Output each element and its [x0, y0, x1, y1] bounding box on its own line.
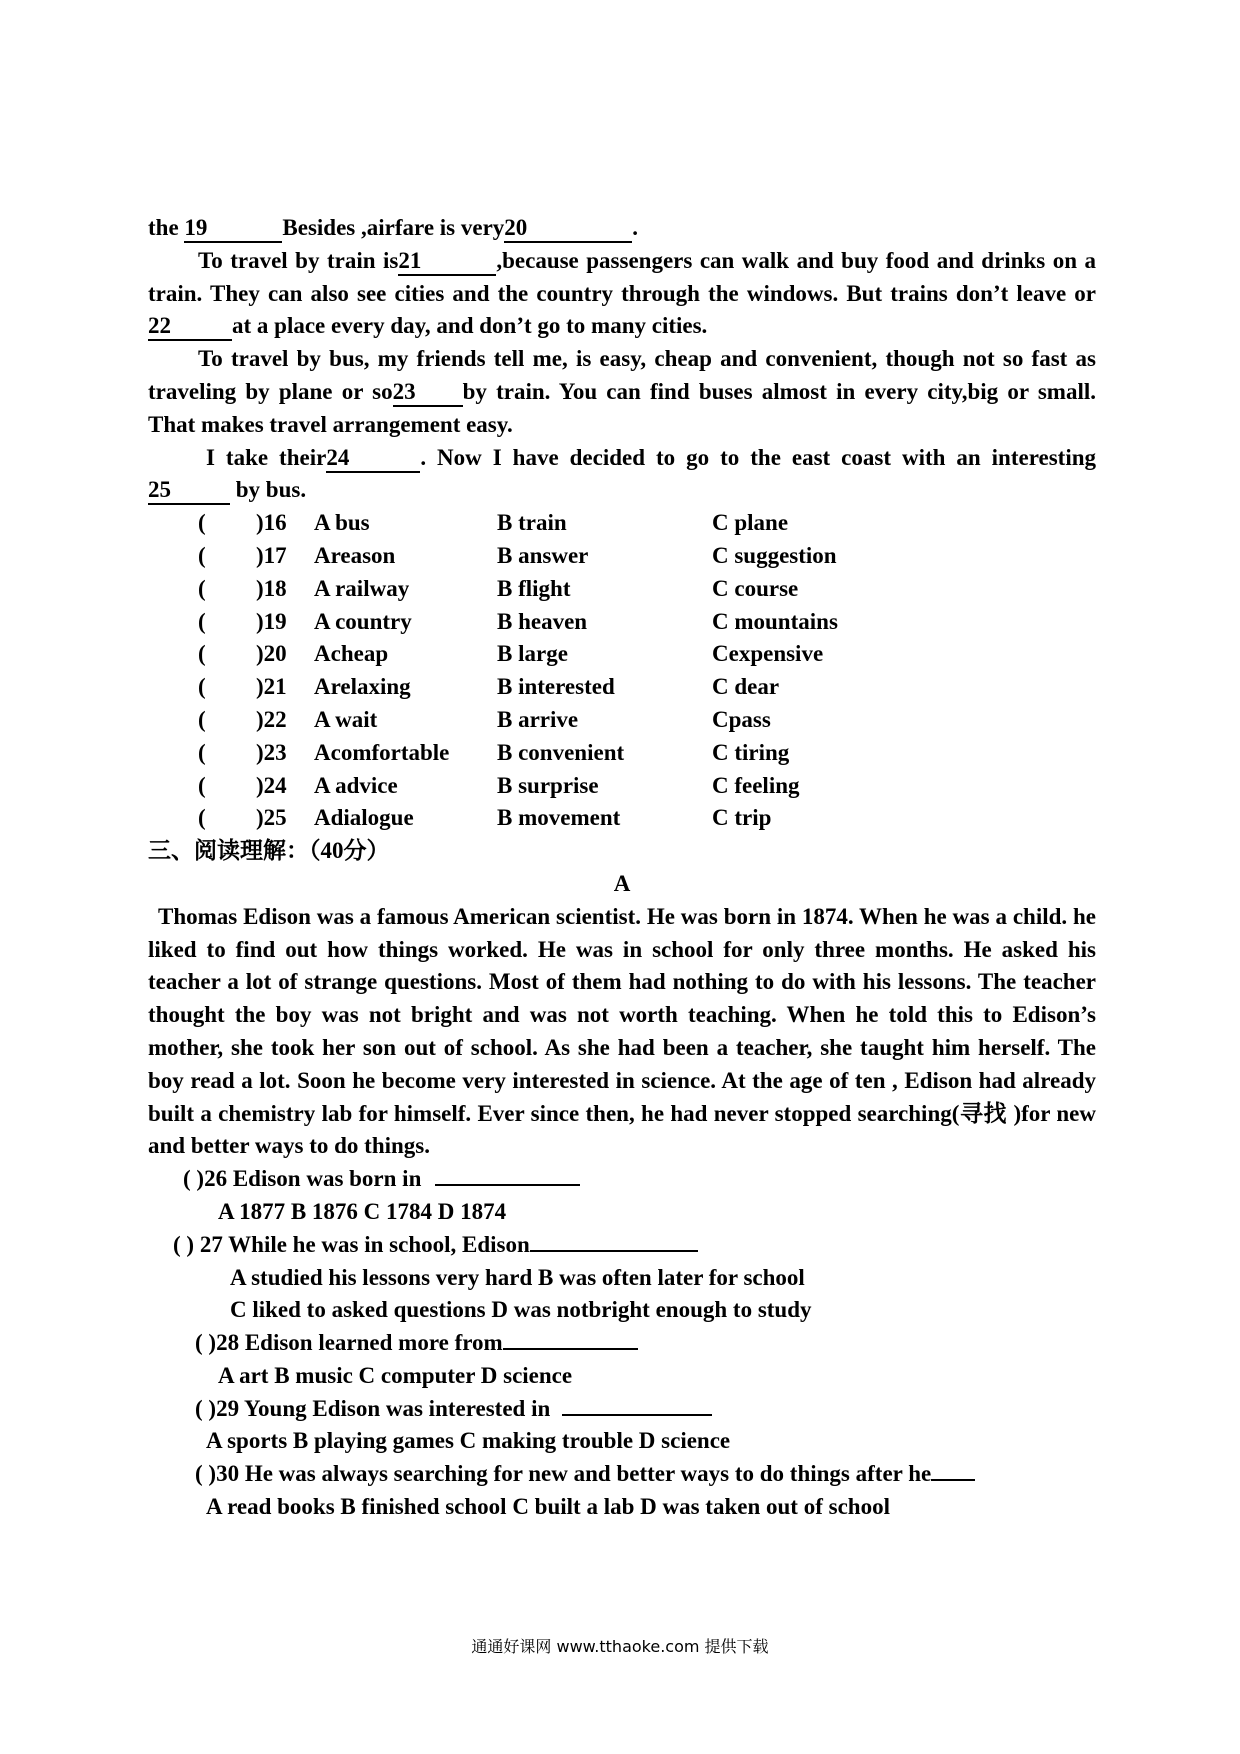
- option-a: Arelaxing: [314, 674, 411, 700]
- option-row: [148, 770, 1096, 803]
- text: To travel by train is: [198, 247, 399, 273]
- answer-paren[interactable]: (: [198, 575, 206, 601]
- text: at a place every day, and don’t go to many cities.: [232, 313, 708, 339]
- blank-21: 21: [398, 248, 496, 276]
- cloze-line-first: [148, 212, 1096, 245]
- text: Besides ,airfare is very: [282, 215, 505, 240]
- answer-paren[interactable]: (: [198, 706, 206, 732]
- option-c: C feeling: [712, 772, 800, 798]
- text: )for new and better ways to do things.: [148, 1100, 1096, 1159]
- question-number: )24: [256, 772, 287, 798]
- question-number: )18: [256, 575, 287, 601]
- document-page: [148, 212, 1096, 1524]
- option-a: A wait: [314, 706, 378, 732]
- option-a: A advice: [314, 772, 398, 798]
- text: ,because passengers can walk and buy food and drinks on a train. They can also see cities and the country through the windows. But trains don’t leave or: [148, 247, 1096, 306]
- passage-a-text: [148, 901, 1096, 1163]
- text: To travel by bus, my friends tell me, is easy, cheap and convenient, though not so fast as traveling by plane or so: [148, 346, 1096, 404]
- answer-paren[interactable]: (: [198, 542, 206, 568]
- question-stem: ( )26 Edison was born in: [183, 1166, 428, 1192]
- answer-blank[interactable]: [530, 1250, 698, 1252]
- question-number: )19: [256, 608, 287, 634]
- text: .: [632, 215, 639, 240]
- question-30-options: A read books B finished school C built a lab D was taken out of school: [206, 1494, 890, 1520]
- blank-24: 24: [326, 445, 420, 473]
- option-b: B large: [497, 641, 568, 667]
- passage-title: A: [613, 870, 631, 896]
- option-b: B flight: [497, 575, 571, 601]
- option-row: [148, 540, 1096, 573]
- cloze-para-bus: [148, 343, 1096, 441]
- option-c: C tiring: [712, 739, 790, 765]
- text: I take their: [206, 444, 327, 470]
- option-c: Cpass: [712, 706, 771, 732]
- option-a: Areason: [314, 542, 396, 568]
- option-row: [148, 704, 1096, 737]
- option-row: [148, 573, 1096, 606]
- question-number: )22: [256, 706, 287, 732]
- answer-paren[interactable]: (: [198, 674, 206, 700]
- question-27: [148, 1229, 1096, 1262]
- question-stem: ( )28 Edison learned more from: [195, 1330, 503, 1356]
- option-b: B convenient: [497, 739, 625, 765]
- option-b: B train: [497, 510, 567, 536]
- text: by bus.: [230, 477, 307, 503]
- answer-paren[interactable]: (: [198, 772, 206, 798]
- question-number: )17: [256, 542, 287, 568]
- cloze-options: [148, 507, 1096, 835]
- answer-paren[interactable]: (: [198, 608, 206, 634]
- option-a: Acomfortable: [314, 739, 450, 765]
- question-26-options: A 1877 B 1876 C 1784 D 1874: [218, 1198, 507, 1224]
- section-title: 三、阅读理解：（40分）: [148, 838, 390, 864]
- blank-22: 22: [148, 313, 232, 341]
- chinese-gloss: 寻找: [959, 1100, 1008, 1126]
- option-row: [148, 638, 1096, 671]
- answer-paren[interactable]: (: [198, 641, 206, 667]
- option-c: C mountains: [712, 608, 838, 634]
- text: the: [148, 215, 185, 240]
- text: . Now I have decided to go to the east coast with an interesting: [420, 444, 1096, 470]
- question-stem: ( )29 Young Edison was interested in: [195, 1395, 557, 1421]
- blank-20: 20: [504, 215, 632, 243]
- option-row: [148, 671, 1096, 704]
- blank-25: 25: [148, 477, 230, 505]
- question-26: [148, 1163, 1096, 1196]
- answer-paren[interactable]: (: [198, 739, 206, 765]
- option-row: [148, 802, 1096, 835]
- question-29: [148, 1393, 1096, 1426]
- option-c: C trip: [712, 805, 772, 831]
- question-27-options-2: C liked to asked questions D was notbright enough to study: [230, 1297, 812, 1323]
- option-a: A railway: [314, 575, 410, 601]
- option-b: B movement: [497, 805, 621, 831]
- option-a: A country: [314, 608, 412, 634]
- answer-blank[interactable]: [931, 1479, 975, 1481]
- question-28-options: A art B music C computer D science: [218, 1362, 573, 1388]
- option-c: C suggestion: [712, 542, 837, 568]
- blank-19: 19: [184, 215, 282, 243]
- question-number: )25: [256, 805, 287, 831]
- option-c: C plane: [712, 510, 789, 536]
- option-row: [148, 507, 1096, 540]
- option-a: A bus: [314, 510, 370, 536]
- option-b: B heaven: [497, 608, 588, 634]
- option-b: B interested: [497, 674, 615, 700]
- answer-blank[interactable]: [503, 1348, 638, 1350]
- question-number: )21: [256, 674, 287, 700]
- question-number: )23: [256, 739, 287, 765]
- question-number: )20: [256, 641, 287, 667]
- cloze-para-last: [148, 442, 1096, 508]
- blank-23: 23: [393, 379, 463, 407]
- answer-blank[interactable]: [435, 1184, 580, 1186]
- option-a: Adialogue: [314, 805, 414, 831]
- question-number: )16: [256, 510, 287, 536]
- question-29-options: A sports B playing games C making trouble D science: [206, 1428, 731, 1454]
- text: by train. You can find buses almost in every city,big or small. That makes travel arrangement easy.: [148, 378, 1096, 437]
- question-30: [148, 1458, 1096, 1491]
- answer-paren[interactable]: (: [198, 510, 206, 536]
- option-row: [148, 737, 1096, 770]
- question-27-options-1: A studied his lessons very hard B was often later for school: [230, 1264, 805, 1290]
- question-28: [148, 1327, 1096, 1360]
- answer-blank[interactable]: [562, 1414, 712, 1416]
- question-stem: ( ) 27 While he was in school, Edison: [173, 1231, 530, 1257]
- text: Thomas Edison was a famous American scientist. He was born in 1874. When he was a child. he liked to find out how things worked. He was in school for only three months. He asked his teacher a lot of strange questions. Most of them had nothing to do with his lessons. The teacher thought the boy was not bright and was not worth teaching. When he told this to Edison’s mother, she took her son out of school. As she had been a teacher, she taught him herself. The boy read a lot. Soon he become very interested in science. At the age of ten , Edison had already built a chemistry lab for himself. Ever since then, he had never stopped searching(: [148, 903, 1096, 1126]
- option-row: [148, 606, 1096, 639]
- option-c: Cexpensive: [712, 641, 824, 667]
- option-a: Acheap: [314, 641, 389, 667]
- option-c: C course: [712, 575, 799, 601]
- option-b: B arrive: [497, 706, 579, 732]
- question-stem: ( )30 He was always searching for new and better ways to do things after he: [195, 1461, 932, 1487]
- option-b: B answer: [497, 542, 589, 568]
- option-b: B surprise: [497, 772, 599, 798]
- answer-paren[interactable]: (: [198, 805, 206, 831]
- cloze-para-train: [148, 245, 1096, 343]
- option-c: C dear: [712, 674, 780, 700]
- page-footer: 通通好课网 www.tthaoke.com 提供下载: [471, 1637, 769, 1656]
